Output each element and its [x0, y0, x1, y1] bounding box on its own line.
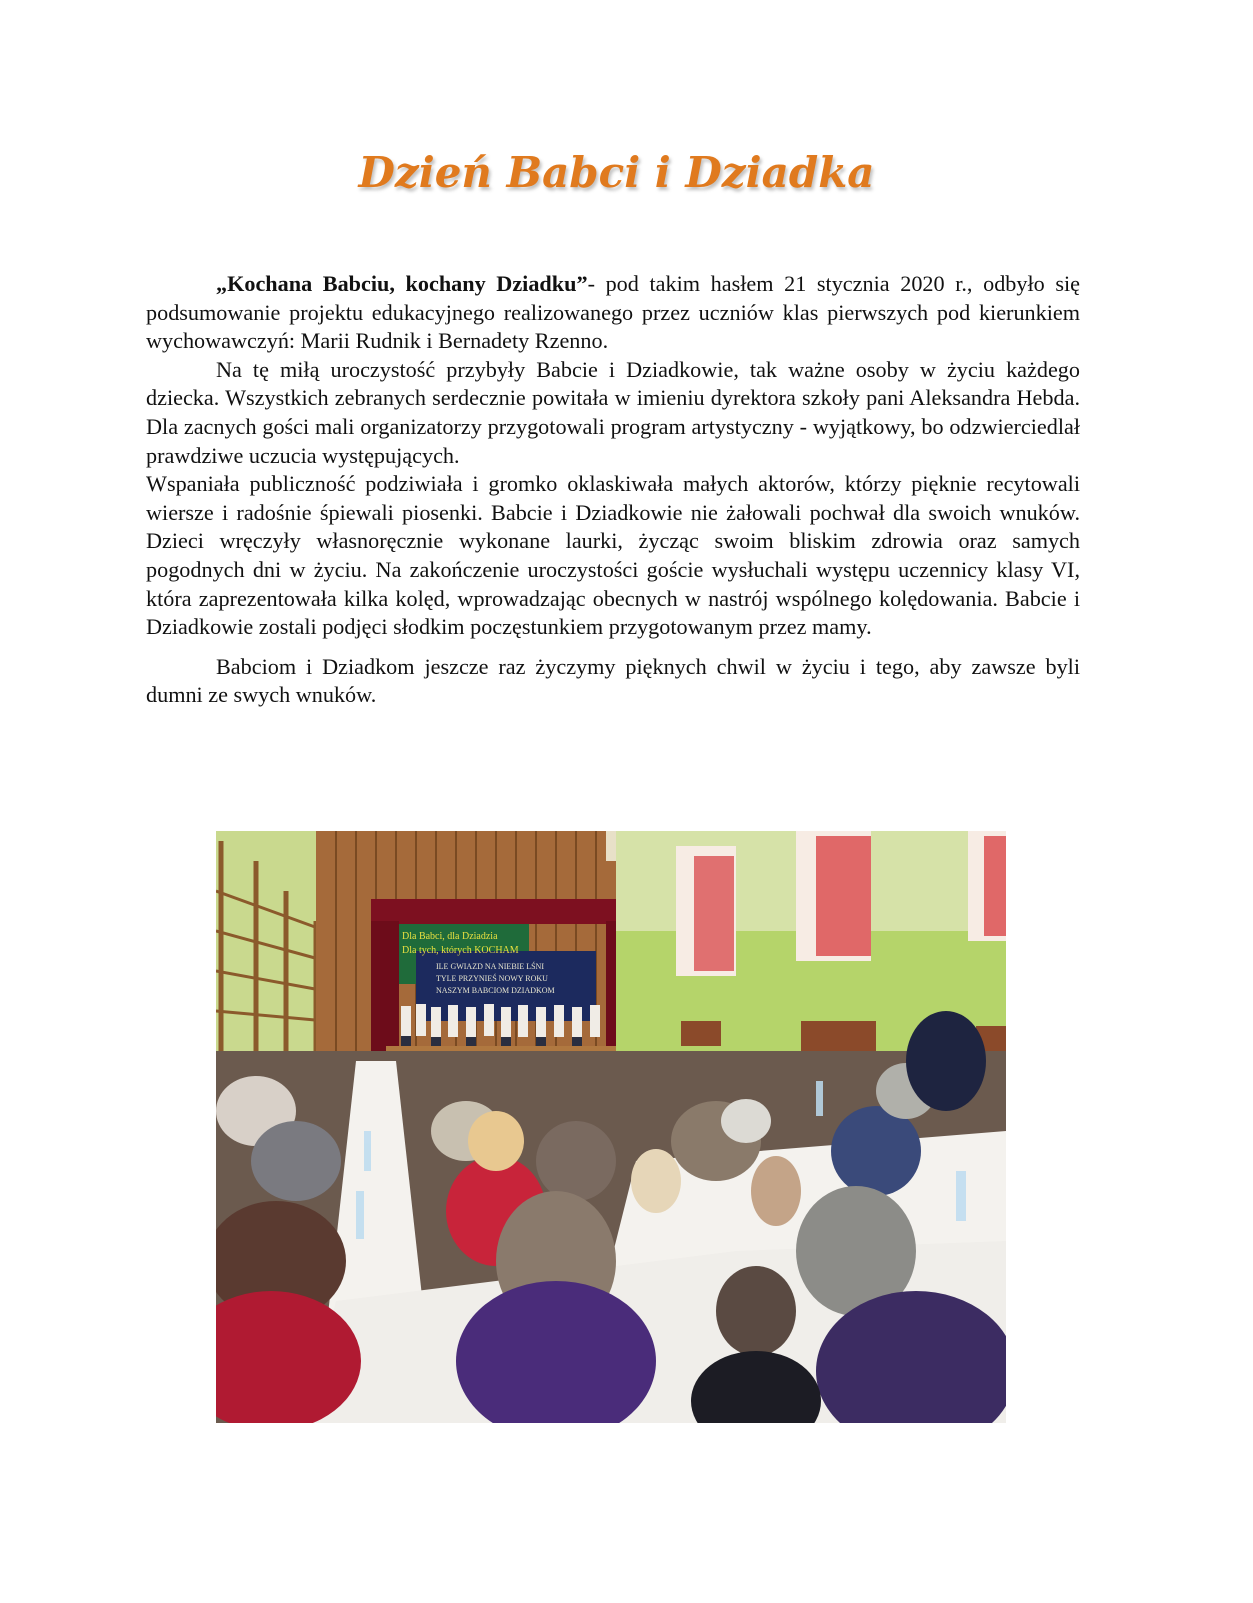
event-photo: [216, 831, 1006, 1423]
paragraph-4: Babciom i Dziadkom jeszcze raz życzymy pięknych chwil w życiu i tego, aby zawsze byli dumni ze swych wnuków.: [146, 653, 1080, 708]
paragraph-3: Wspaniała publiczność podziwiała i gromko oklaskiwała małych aktorów, którzy pięknie recytowali wiersze i radośnie śpiewali piosenki. Babcie i Dziadkowie nie żałowali pochwał dla swoich wnuków. Dzieci wręczyły własnoręcznie wykonane laurki, życząc swoim bliskim zdrowia oraz samych pogodnych dni w życiu. Na zakończenie uroczystości goście wysłuchali występu uczennicy klasy VI, która zaprezentowała kilka kolęd, wprowadzając obecnych w nastrój wspólnego kolędowania. Babcie i Dziadkowie zostali podjęci słodkim poczęstunkiem przygotowanym przez mamy.: [146, 471, 1080, 640]
document-title: Dzień Babci i Dziadka: [358, 148, 875, 197]
paragraph-1: [146, 270, 1080, 356]
banner-line-4: TYLE PRZYNIEŚ NOWY ROKU: [436, 974, 548, 983]
article-body: [146, 270, 1080, 710]
banner-line-5: NASZYM BABCIOM DZIADKOM: [436, 986, 555, 995]
banner-line-3: ILE GWIAZD NA NIEBIE LŚNI: [436, 962, 544, 971]
paragraph-1-text: - pod takim hasłem 21 stycznia 2020 r., odbyło się podsumowanie projektu edukacyjnego realizowanego przez uczniów klas pierwszych pod kierunkiem wychowawczyń: Marii Rudnik i Bernadety Rzenno.: [146, 271, 1081, 354]
banner-line-2: Dla tych, których KOCHAM: [402, 945, 519, 956]
paragraph-2: Na tę miłą uroczystość przybyły Babcie i Dziadkowie, tak ważne osoby w życiu każdego dziecka. Wszystkich zebranych serdecznie powitała w imieniu dyrektora szkoły pani Aleksandra Hebda. Dla zacnych gości mali organizatorzy przygotowali program artystyczny - wyjątkowy, bo odzwierciedlał prawdziwe uczucia występujących.: [146, 356, 1080, 468]
slogan-text: „Kochana Babciu, kochany Dziadku”: [216, 271, 588, 296]
banner-line-1: Dla Babci, dla Dziadzia: [402, 931, 498, 942]
